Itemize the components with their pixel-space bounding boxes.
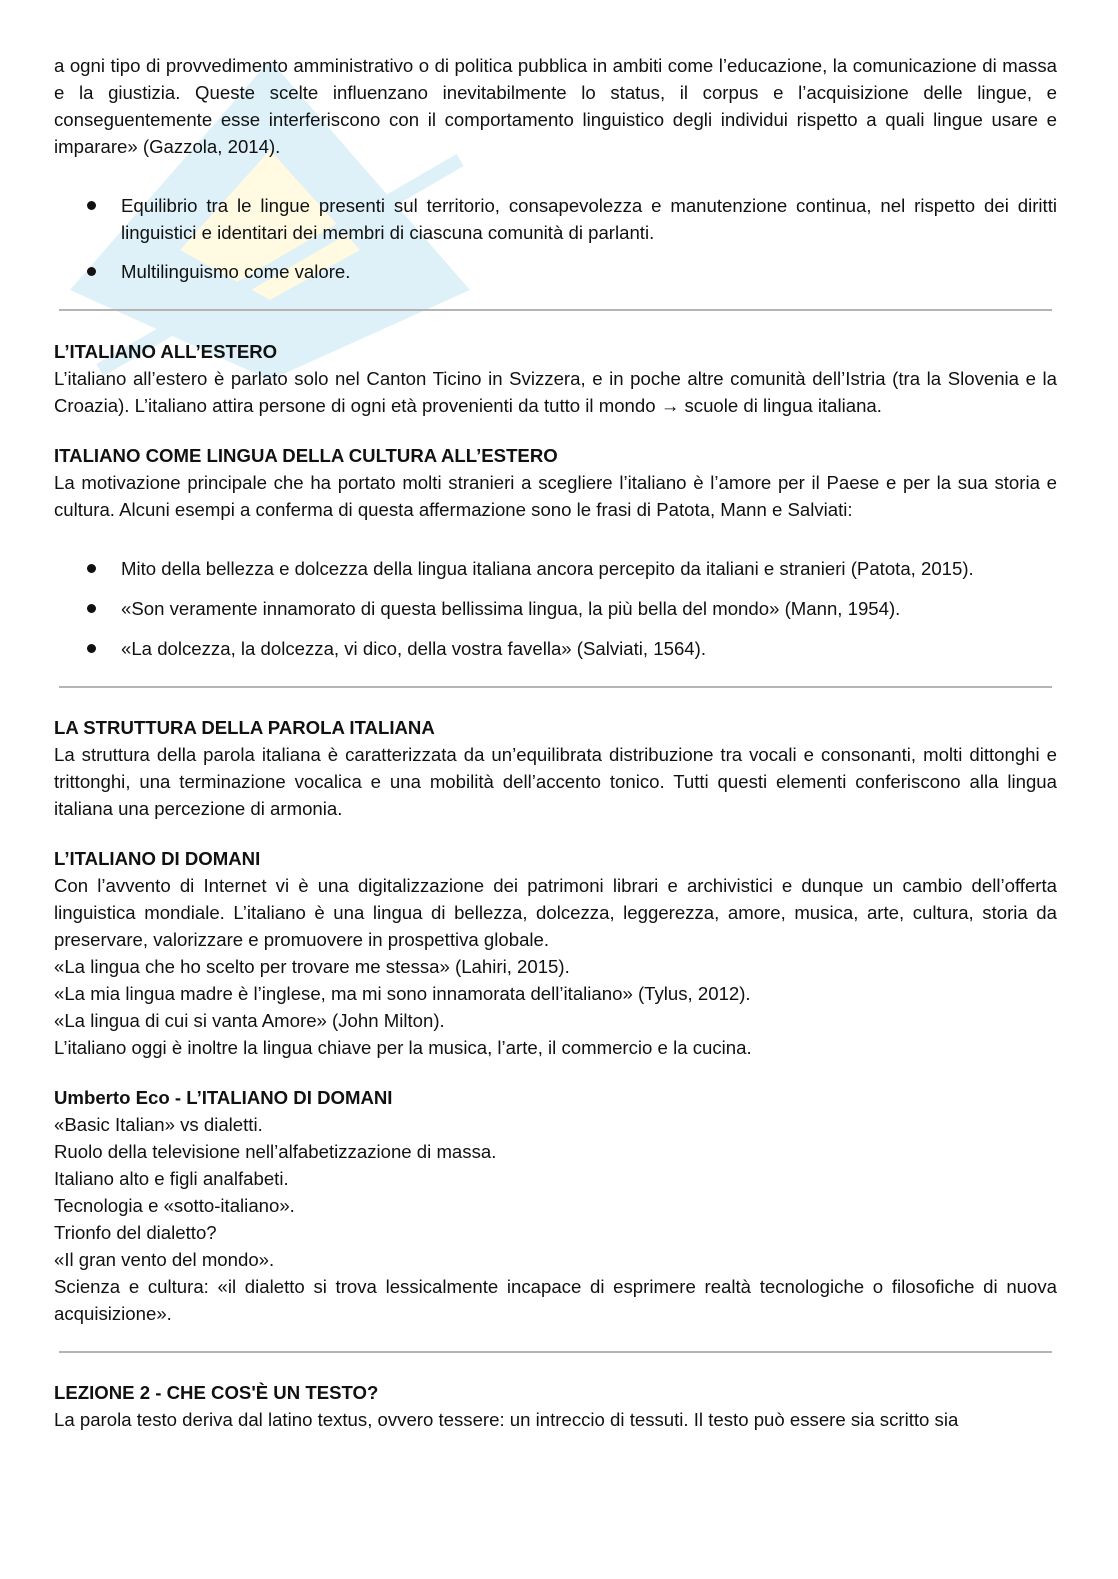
domani-line: «La lingua di cui si vanta Amore» (John Milton).: [54, 1010, 445, 1031]
intro-bullet-list: [54, 192, 1057, 285]
document-page: [54, 52, 1057, 1433]
heading-domani: L’ITALIANO DI DOMANI: [54, 848, 261, 869]
lezione2-body: La parola testo deriva dal latino textus, ovvero tessere: un intreccio di tessuti. Il testo può essere sia scritto sia: [54, 1409, 959, 1430]
list-item: Equilibrio tra le lingue presenti sul territorio, consapevolezza e manutenzione continua, nel rispetto dei diritti linguistici e identitari dei membri di ciascuna comunità di parlanti.: [54, 192, 1057, 246]
list-item: «Son veramente innamorato di questa bellissima lingua, la più bella del mondo» (Mann, 1954).: [54, 595, 1057, 622]
list-item: Mito della bellezza e dolcezza della lingua italiana ancora percepito da italiani e stranieri (Patota, 2015).: [54, 555, 1057, 582]
bullet-icon: [87, 267, 96, 276]
eco-line: Italiano alto e figli analfabeti.: [54, 1168, 289, 1189]
eco-line: «Basic Italian» vs dialetti.: [54, 1114, 263, 1135]
struttura-body: La struttura della parola italiana è caratterizzata da un’equilibrata distribuzione tra vocali e consonanti, molti dittonghi e trittonghi, una terminazione vocalica e una mobilità dell’accento tonico. Tutti questi elementi conferiscono alla lingua italiana una percezione di armonia.: [54, 744, 1057, 819]
list-item: Multilinguismo come valore.: [54, 258, 1057, 285]
domani-body: Con l’avvento di Internet vi è una digitalizzazione dei patrimoni librari e archivistici e dunque un cambio dell’offerta linguistica mondiale. L’italiano è una lingua di bellezza, dolcezza, leggerezza, amore, musica, arte, cultura, storia da preservare, valorizzare e promuovere in prospettiva globale.: [54, 875, 1057, 950]
lingua-cultura-bullet-list: [54, 555, 1057, 662]
section-divider: [59, 686, 1052, 688]
domani-line: L’italiano oggi è inoltre la lingua chiave per la musica, l’arte, il commercio e la cucina.: [54, 1037, 752, 1058]
heading-struttura: LA STRUTTURA DELLA PAROLA ITALIANA: [54, 717, 435, 738]
lingua-cultura-body: La motivazione principale che ha portato molti stranieri a scegliere l’italiano è l’amore per il Paese e per la sua storia e cultura. Alcuni esempi a conferma di questa affermazione sono le frasi di Patota, Mann e Salviati:: [54, 472, 1057, 520]
italiano-estero-body: L’italiano all’estero è parlato solo nel Canton Ticino in Svizzera, e in poche altre comunità dell’Istria (tra la Slovenia e la Croazia). L’italiano attira persone di ogni età provenienti da tutto il mondo → scuole di lingua italiana.: [54, 368, 1057, 416]
bullet-icon: [87, 564, 96, 573]
eco-line: Tecnologia e «sotto-italiano».: [54, 1195, 295, 1216]
bullet-icon: [87, 201, 96, 210]
eco-last-line: Scienza e cultura: «il dialetto si trova lessicalmente incapace di esprimere realtà tecnologiche o filosofiche di nuova acquisizione».: [54, 1276, 1057, 1324]
bullet-icon: [87, 604, 96, 613]
bullet-icon: [87, 644, 96, 653]
heading-italiano-estero: L’ITALIANO ALL’ESTERO: [54, 341, 278, 362]
domani-line: «La mia lingua madre è l’inglese, ma mi sono innamorata dell’italiano» (Tylus, 2012).: [54, 983, 751, 1004]
intro-paragraph: a ogni tipo di provvedimento amministrativo o di politica pubblica in ambiti come l’educazione, la comunicazione di massa e la giustizia. Queste scelte influenzano inevitabilmente lo status, il corpus e l’acquisizione delle lingue, e conseguentemente esse interferiscono con il comportamento linguistico degli individui rispetto a quali lingue usare e imparare» (Gazzola, 2014).: [54, 55, 1057, 157]
section-divider: [59, 1351, 1052, 1353]
domani-line: «La lingua che ho scelto per trovare me stessa» (Lahiri, 2015).: [54, 956, 570, 977]
list-item: «La dolcezza, la dolcezza, vi dico, della vostra favella» (Salviati, 1564).: [54, 635, 1057, 662]
heading-eco: Umberto Eco - L’ITALIANO DI DOMANI: [54, 1087, 393, 1108]
heading-lezione2: LEZIONE 2 - CHE COS'È UN TESTO?: [54, 1382, 379, 1403]
eco-line: «Il gran vento del mondo».: [54, 1249, 275, 1270]
heading-lingua-cultura: ITALIANO COME LINGUA DELLA CULTURA ALL’ESTERO: [54, 445, 558, 466]
eco-line: Ruolo della televisione nell’alfabetizzazione di massa.: [54, 1141, 497, 1162]
eco-line: Trionfo del dialetto?: [54, 1222, 217, 1243]
section-divider: [59, 309, 1052, 311]
